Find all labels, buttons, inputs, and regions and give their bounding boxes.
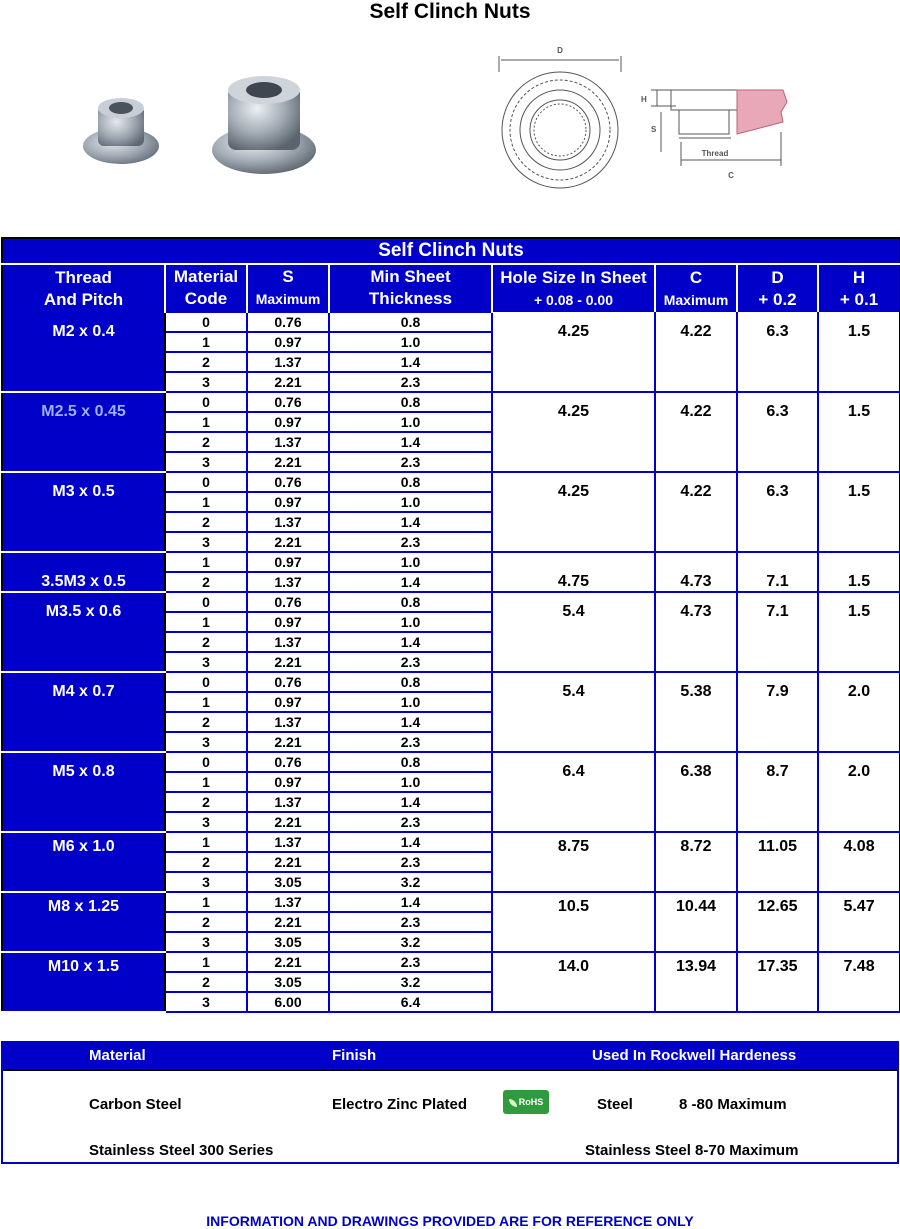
table-row — [2, 472, 900, 492]
s-max-cell: 0.97 — [247, 332, 329, 352]
material-code-cell: 3 — [165, 372, 247, 392]
nut-photo-large — [208, 68, 320, 180]
material-code-cell: 2 — [165, 352, 247, 372]
page-title: Self Clinch Nuts — [369, 0, 531, 23]
h-cell: 1.5 — [818, 552, 900, 592]
s-max-cell: 2.21 — [247, 652, 329, 672]
h-cell: 2.0 — [818, 672, 900, 752]
material-code-cell: 1 — [165, 492, 247, 512]
min-sheet-cell: 1.0 — [329, 552, 492, 572]
thread-pitch-cell: M10 x 1.5 — [2, 952, 165, 1012]
s-max-cell: 0.76 — [247, 672, 329, 692]
hole-size-cell: 10.5 — [492, 892, 655, 952]
material-code-cell: 1 — [165, 892, 247, 912]
c-max-cell: 4.22 — [655, 312, 737, 392]
steel-label: Steel — [597, 1096, 633, 1113]
material-code-cell: 3 — [165, 732, 247, 752]
min-sheet-cell: 1.0 — [329, 492, 492, 512]
material-code-cell: 3 — [165, 812, 247, 832]
drawing-label-h: H — [641, 95, 647, 104]
material-code-cell: 2 — [165, 792, 247, 812]
reference-disclaimer: INFORMATION AND DRAWINGS PROVIDED ARE FOR REFERENCE ONLY — [206, 1213, 694, 1229]
leaf-icon — [509, 1099, 517, 1107]
d-cell: 7.1 — [737, 592, 818, 672]
s-max-cell: 2.21 — [247, 372, 329, 392]
min-sheet-cell: 2.3 — [329, 372, 492, 392]
s-max-cell: 2.21 — [247, 452, 329, 472]
table-row — [2, 392, 900, 412]
d-cell: 12.65 — [737, 892, 818, 952]
s-max-cell: 0.76 — [247, 592, 329, 612]
material-code-cell: 2 — [165, 632, 247, 652]
material-code-cell: 3 — [165, 652, 247, 672]
material-table-header — [3, 1043, 897, 1071]
s-max-cell: 0.76 — [247, 392, 329, 412]
material-code-cell: 1 — [165, 692, 247, 712]
material-code-cell: 0 — [165, 472, 247, 492]
header-c: C Maximum — [655, 264, 737, 312]
h-cell: 1.5 — [818, 392, 900, 472]
material-code-cell: 0 — [165, 312, 247, 332]
finish-value: Electro Zinc Plated — [332, 1096, 468, 1113]
table-row — [2, 552, 900, 572]
material-code-cell: 3 — [165, 932, 247, 952]
hole-size-cell: 6.4 — [492, 752, 655, 832]
material-code-cell: 1 — [165, 612, 247, 632]
material-code-cell: 2 — [165, 432, 247, 452]
material-code-cell: 0 — [165, 752, 247, 772]
header-d: D + 0.2 — [737, 264, 818, 312]
header-min-sheet: Min Sheet Thickness — [329, 264, 492, 312]
h-cell: 4.08 — [818, 832, 900, 892]
header-rockwell: Used In Rockwell Hardeness — [592, 1047, 797, 1064]
s-max-cell: 0.76 — [247, 752, 329, 772]
hole-size-cell: 5.4 — [492, 672, 655, 752]
material-table — [1, 1041, 899, 1164]
min-sheet-cell: 2.3 — [329, 812, 492, 832]
s-max-cell: 6.00 — [247, 992, 329, 1012]
s-max-cell: 2.21 — [247, 852, 329, 872]
material-code-cell: 1 — [165, 412, 247, 432]
min-sheet-cell: 2.3 — [329, 452, 492, 472]
spec-table — [1, 237, 900, 1013]
c-max-cell: 10.44 — [655, 892, 737, 952]
min-sheet-cell: 2.3 — [329, 532, 492, 552]
min-sheet-cell: 0.8 — [329, 752, 492, 772]
c-max-cell: 4.22 — [655, 392, 737, 472]
material-code-cell: 0 — [165, 592, 247, 612]
nut-technical-drawing — [481, 42, 801, 192]
d-cell: 6.3 — [737, 312, 818, 392]
table-row — [2, 752, 900, 772]
h-cell: 1.5 — [818, 312, 900, 392]
min-sheet-cell: 0.8 — [329, 472, 492, 492]
header-material: Material — [89, 1047, 146, 1064]
min-sheet-cell: 1.0 — [329, 692, 492, 712]
min-sheet-cell: 0.8 — [329, 392, 492, 412]
s-max-cell: 0.76 — [247, 312, 329, 332]
material-code-cell: 3 — [165, 532, 247, 552]
s-max-cell: 0.97 — [247, 492, 329, 512]
min-sheet-cell: 0.8 — [329, 672, 492, 692]
thread-pitch-cell: M2 x 0.4 — [2, 312, 165, 392]
min-sheet-cell: 3.2 — [329, 932, 492, 952]
min-sheet-cell: 2.3 — [329, 952, 492, 972]
min-sheet-cell: 1.4 — [329, 712, 492, 732]
header-material-code: Material Code — [165, 264, 247, 312]
d-cell: 7.9 — [737, 672, 818, 752]
drawing-label-d: D — [557, 46, 563, 55]
min-sheet-cell: 1.4 — [329, 432, 492, 452]
material-code-cell: 2 — [165, 912, 247, 932]
thread-pitch-cell: M6 x 1.0 — [2, 832, 165, 892]
s-max-cell: 3.05 — [247, 932, 329, 952]
hole-size-cell: 4.25 — [492, 392, 655, 472]
material-code-cell: 2 — [165, 512, 247, 532]
table-row — [2, 592, 900, 612]
drawing-label-thread: Thread — [701, 149, 729, 158]
s-max-cell: 2.21 — [247, 952, 329, 972]
material-stainless: Stainless Steel 300 Series — [89, 1142, 274, 1159]
thread-pitch-cell: M2.5 x 0.45 — [2, 392, 165, 472]
min-sheet-cell: 2.3 — [329, 652, 492, 672]
header-hole-size: Hole Size In Sheet + 0.08 - 0.00 — [492, 264, 655, 312]
c-max-cell: 4.22 — [655, 472, 737, 552]
min-sheet-cell: 1.4 — [329, 352, 492, 372]
table-row — [2, 892, 900, 912]
s-max-cell: 1.37 — [247, 712, 329, 732]
thread-pitch-cell: M3 x 0.5 — [2, 472, 165, 552]
thread-pitch-cell: M8 x 1.25 — [2, 892, 165, 952]
min-sheet-cell: 1.0 — [329, 412, 492, 432]
c-max-cell: 5.38 — [655, 672, 737, 752]
h-cell: 5.47 — [818, 892, 900, 952]
material-code-cell: 2 — [165, 972, 247, 992]
min-sheet-cell: 1.0 — [329, 612, 492, 632]
min-sheet-cell: 3.2 — [329, 872, 492, 892]
min-sheet-cell: 6.4 — [329, 992, 492, 1012]
rohs-badge: RoHS — [503, 1090, 549, 1114]
material-code-cell: 1 — [165, 832, 247, 852]
hole-size-cell: 4.25 — [492, 472, 655, 552]
s-max-cell: 2.21 — [247, 912, 329, 932]
d-cell: 17.35 — [737, 952, 818, 1012]
material-code-cell: 2 — [165, 712, 247, 732]
table-row — [2, 952, 900, 972]
header-finish: Finish — [332, 1047, 377, 1064]
hole-size-cell: 4.75 — [492, 552, 655, 592]
h-cell: 1.5 — [818, 592, 900, 672]
min-sheet-cell: 1.4 — [329, 632, 492, 652]
thread-pitch-cell: M5 x 0.8 — [2, 752, 165, 832]
s-max-cell: 3.05 — [247, 872, 329, 892]
s-max-cell: 0.97 — [247, 412, 329, 432]
table-row — [2, 312, 900, 332]
d-cell: 11.05 — [737, 832, 818, 892]
c-max-cell: 4.73 — [655, 552, 737, 592]
stainless-hardness: Stainless Steel 8-70 Maximum — [585, 1142, 799, 1159]
h-cell: 2.0 — [818, 752, 900, 832]
s-max-cell: 2.21 — [247, 732, 329, 752]
header-h: H + 0.1 — [818, 264, 900, 312]
s-max-cell: 0.97 — [247, 692, 329, 712]
min-sheet-cell: 1.0 — [329, 332, 492, 352]
hole-size-cell: 8.75 — [492, 832, 655, 892]
h-cell: 7.48 — [818, 952, 900, 1012]
s-max-cell: 1.37 — [247, 352, 329, 372]
material-code-cell: 0 — [165, 392, 247, 412]
c-max-cell: 4.73 — [655, 592, 737, 672]
c-max-cell: 6.38 — [655, 752, 737, 832]
material-carbon-steel: Carbon Steel — [89, 1096, 182, 1113]
header-thread: Thread And Pitch — [2, 264, 165, 312]
s-max-cell: 2.21 — [247, 812, 329, 832]
d-cell: 6.3 — [737, 472, 818, 552]
min-sheet-cell: 1.4 — [329, 792, 492, 812]
table-banner: Self Clinch Nuts — [2, 238, 900, 264]
min-sheet-cell: 1.4 — [329, 572, 492, 592]
s-max-cell: 0.97 — [247, 772, 329, 792]
material-code-cell: 1 — [165, 772, 247, 792]
s-max-cell: 1.37 — [247, 512, 329, 532]
s-max-cell: 2.21 — [247, 532, 329, 552]
min-sheet-cell: 1.0 — [329, 772, 492, 792]
min-sheet-cell: 1.4 — [329, 832, 492, 852]
s-max-cell: 0.76 — [247, 472, 329, 492]
d-cell: 7.1 — [737, 552, 818, 592]
header-s: S Maximum — [247, 264, 329, 312]
s-max-cell: 1.37 — [247, 632, 329, 652]
steel-hardness: 8 -80 Maximum — [679, 1096, 787, 1113]
c-max-cell: 8.72 — [655, 832, 737, 892]
spec-table-body — [2, 312, 900, 1012]
hole-size-cell: 4.25 — [492, 312, 655, 392]
material-code-cell: 2 — [165, 572, 247, 592]
min-sheet-cell: 1.4 — [329, 512, 492, 532]
h-cell: 1.5 — [818, 472, 900, 552]
nut-photo-small — [80, 92, 162, 172]
s-max-cell: 3.05 — [247, 972, 329, 992]
thread-pitch-cell: M3.5 x 0.6 — [2, 592, 165, 672]
material-code-cell: 0 — [165, 672, 247, 692]
s-max-cell: 1.37 — [247, 832, 329, 852]
table-row — [2, 672, 900, 692]
hole-size-cell: 5.4 — [492, 592, 655, 672]
s-max-cell: 1.37 — [247, 892, 329, 912]
s-max-cell: 1.37 — [247, 572, 329, 592]
material-code-cell: 3 — [165, 992, 247, 1012]
min-sheet-cell: 3.2 — [329, 972, 492, 992]
material-code-cell: 3 — [165, 452, 247, 472]
material-code-cell: 2 — [165, 852, 247, 872]
c-max-cell: 13.94 — [655, 952, 737, 1012]
min-sheet-cell: 0.8 — [329, 312, 492, 332]
s-max-cell: 0.97 — [247, 612, 329, 632]
material-code-cell: 1 — [165, 332, 247, 352]
drawing-label-c: C — [728, 171, 734, 180]
material-code-cell: 3 — [165, 872, 247, 892]
s-max-cell: 1.37 — [247, 432, 329, 452]
thread-pitch-cell: M4 x 0.7 — [2, 672, 165, 752]
min-sheet-cell: 0.8 — [329, 592, 492, 612]
table-row — [2, 832, 900, 852]
min-sheet-cell: 1.4 — [329, 892, 492, 912]
d-cell: 8.7 — [737, 752, 818, 832]
s-max-cell: 1.37 — [247, 792, 329, 812]
d-cell: 6.3 — [737, 392, 818, 472]
min-sheet-cell: 2.3 — [329, 732, 492, 752]
hole-size-cell: 14.0 — [492, 952, 655, 1012]
s-max-cell: 0.97 — [247, 552, 329, 572]
thread-pitch-cell: 3.5M3 x 0.5 — [2, 552, 165, 592]
min-sheet-cell: 2.3 — [329, 852, 492, 872]
min-sheet-cell: 2.3 — [329, 912, 492, 932]
material-code-cell: 1 — [165, 552, 247, 572]
drawing-label-s: S — [651, 125, 657, 134]
material-code-cell: 1 — [165, 952, 247, 972]
